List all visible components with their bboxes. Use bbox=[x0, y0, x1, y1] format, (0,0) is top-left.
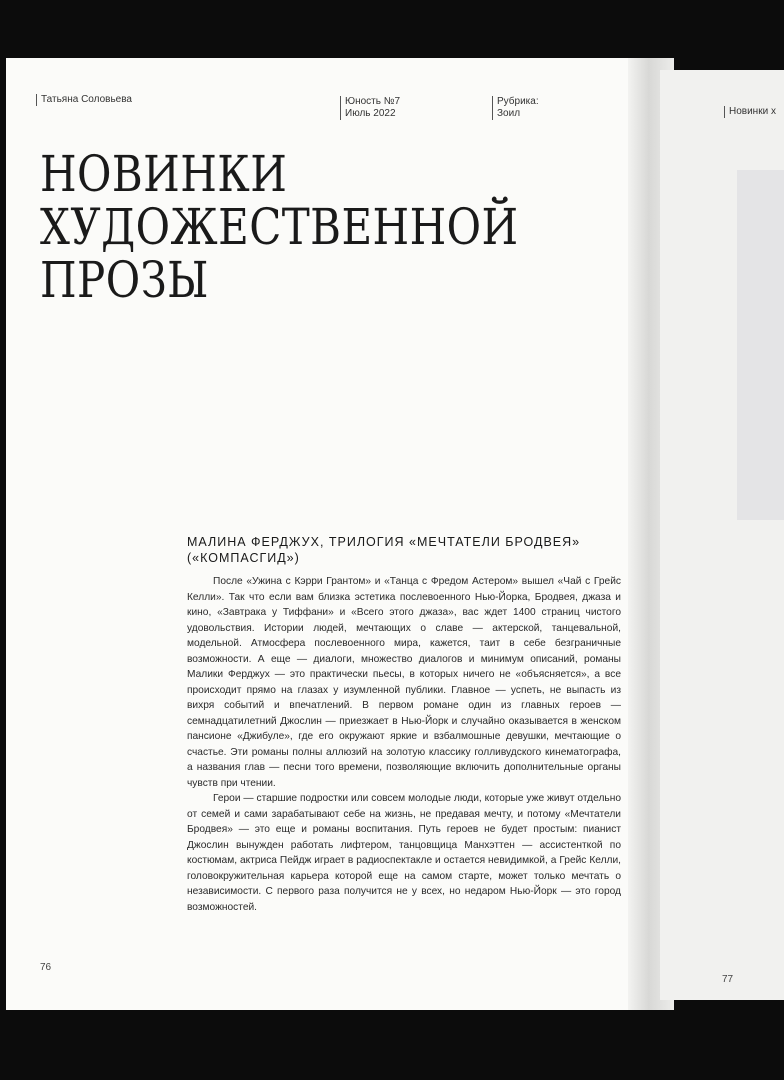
rubric-label: Рубрика: bbox=[497, 96, 539, 107]
title-line-2: ХУДОЖЕСТВЕННОЙ bbox=[40, 198, 519, 256]
title-line-3: ПРОЗЫ bbox=[40, 251, 209, 309]
review-heading-line-2: («КОМПАСГИД») bbox=[187, 551, 300, 565]
header-rubric bbox=[492, 96, 539, 120]
review-block bbox=[187, 534, 621, 915]
header-author bbox=[36, 94, 132, 106]
page-number-left: 76 bbox=[40, 962, 52, 973]
review-paragraph-2: Герои — старшие подростки или совсем молодые люди, которые уже живут отдельно от семей и сами зарабатывают себе на жизнь, не предавая мечту, и потому «Мечтатели Бродвея» — это еще и романы воспитания. Путь героев не будет простым: пианист Джослин вынужден работать лифтером, танцовщица Манхэттен — ассистенткой по костюмам, актриса Пейдж играет в радиоспектакле и остается невидимкой, а Грейс Келли, головокружительная карьера которой еще на самом старте, может только мечтать о независимости. С первого раза получится не у всех, но недаром Нью-Йорк — это город возможностей. bbox=[187, 793, 621, 913]
review-heading bbox=[187, 534, 621, 566]
review-paragraph-1: После «Ужина с Кэрри Грантом» и «Танца с Фредом Астером» вышел «Чай с Грейс Келли». Так что если вам близка эстетика послевоенного Нью-Йорка, Бродвея, джаза и кино, «Завтрака у Тиффани» и «Всего этого джаза», вас ждет 1400 страниц чистого удовольствия. Истории людей, мечтающих о славе — актерской, танцевальной, модельной. Атмосфера послевоенного мира, кажется, таит в себе безграничные возможности. А еще — диалоги, множество диалогов и минимум описаний, романы Малики Ферджух — это практически пьесы, в которых ничего не «объясняется», а все происходит прямо на глазах у изумленной публики. Главное — успеть, не выпасть из вихря событий и впечатлений. В первом романе один из главных героев — семнадцатилетний Джослин — приезжает в Нью-Йорк и случайно оказывается в женском пансионе «Джибуле», где его окружают яркие и взбалмошные девушки, мечтающие о счастье. Эти романы полны аллюзий на золотую классику голливудского кинематографа, а названия глав — песни того времени, позволяющие включить дополнительные органы чувств при чтении. bbox=[187, 576, 621, 789]
magazine-issue: Юность №7 bbox=[345, 96, 401, 107]
right-running-head-text: Новинки х bbox=[729, 106, 776, 117]
issue-date: Июль 2022 bbox=[345, 108, 396, 119]
right-running-head bbox=[724, 106, 776, 118]
title-line-1: НОВИНКИ bbox=[40, 145, 288, 203]
page-number-right: 77 bbox=[722, 974, 734, 985]
rubric-value: Зоил bbox=[497, 108, 521, 119]
article-title bbox=[40, 145, 519, 309]
right-page-image bbox=[737, 170, 784, 520]
header-issue bbox=[340, 96, 400, 120]
author-name: Татьяна Соловьева bbox=[41, 94, 132, 105]
review-heading-line-1: МАЛИНА ФЕРДЖУХ, ТРИЛОГИЯ «МЕЧТАТЕЛИ БРОДВЕЯ» bbox=[187, 535, 581, 549]
